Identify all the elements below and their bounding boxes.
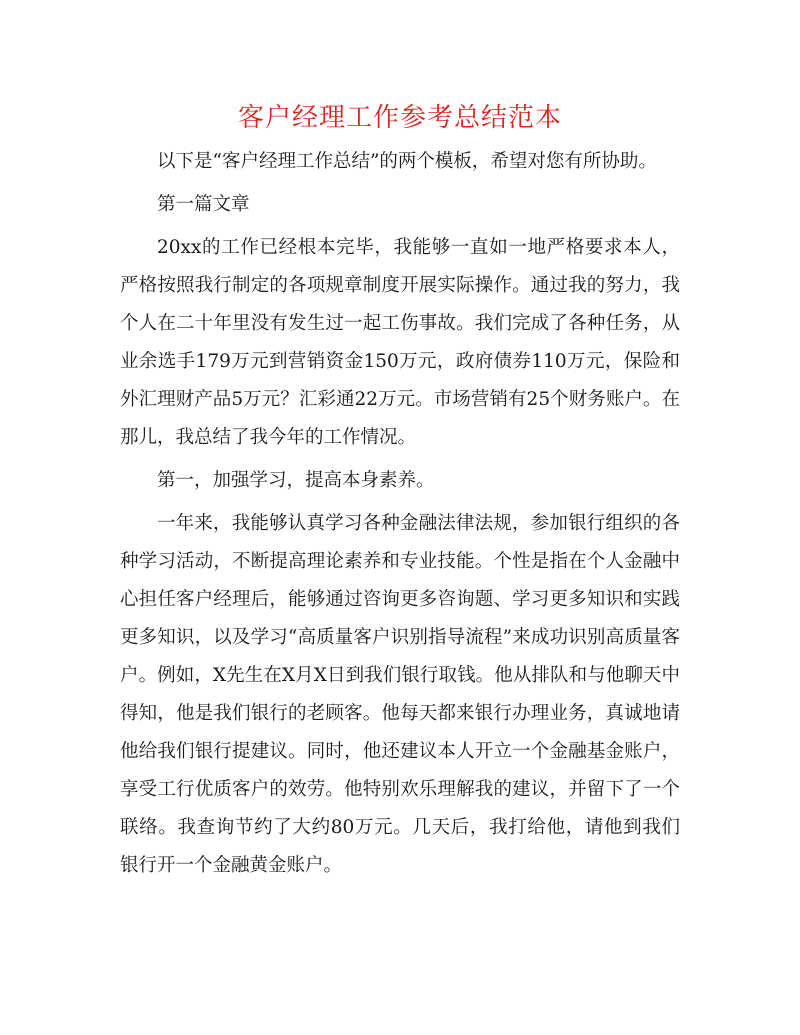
work-summary-paragraph: 20xx的工作已经根本完毕，我能够一直如一地严格要求本人，严格按照我行制定的各项规章制度开展实际操作。通过我的努力，我个人在二十年里没有发生过一起工伤事故。我们完成了各种任务，从业余选手179万元到营销资金150万元，政府债券110万元，保险和外汇理财产品5万元？汇彩通22万元。市场营销有25个财务账户。在那儿，我总结了我今年的工作情况。 [120,237,680,448]
document-body [120,143,680,885]
article-heading: 第一篇文章 [157,194,250,215]
study-paragraph: 一年来，我能够认真学习各种金融法律法规，参加银行组织的各种学习活动，不断提高理论素养和专业技能。个性是指在个人金融中心担任客户经理后，能够通过咨询更多咨询题、学习更多知识和实践更多知识，以及学习“高质量客户识别指导流程”来成功识别高质量客户。例如，X先生在X月X日到我们银行取钱。他从排队和与他聊天中得知，他是我们银行的老顾客。他每天都来银行办理业务，真诚地请他给我们银行提建议。同时，他还建议本人开立一个金融基金账户，享受工行优质客户的效劳。他特别欢乐理解我的建议，并留下了一个联络。我查询节约了大约80万元。几天后，我打给他，请他到我们银行开一个金融黄金账户。 [120,513,680,876]
intro-paragraph: 以下是“客户经理工作总结”的两个模板，希望对您有所协助。 [157,151,657,172]
section-heading-study: 第一，加强学习，提高本身素养。 [157,470,435,491]
document-title: 客户经理工作参考总结范本 [237,103,562,133]
